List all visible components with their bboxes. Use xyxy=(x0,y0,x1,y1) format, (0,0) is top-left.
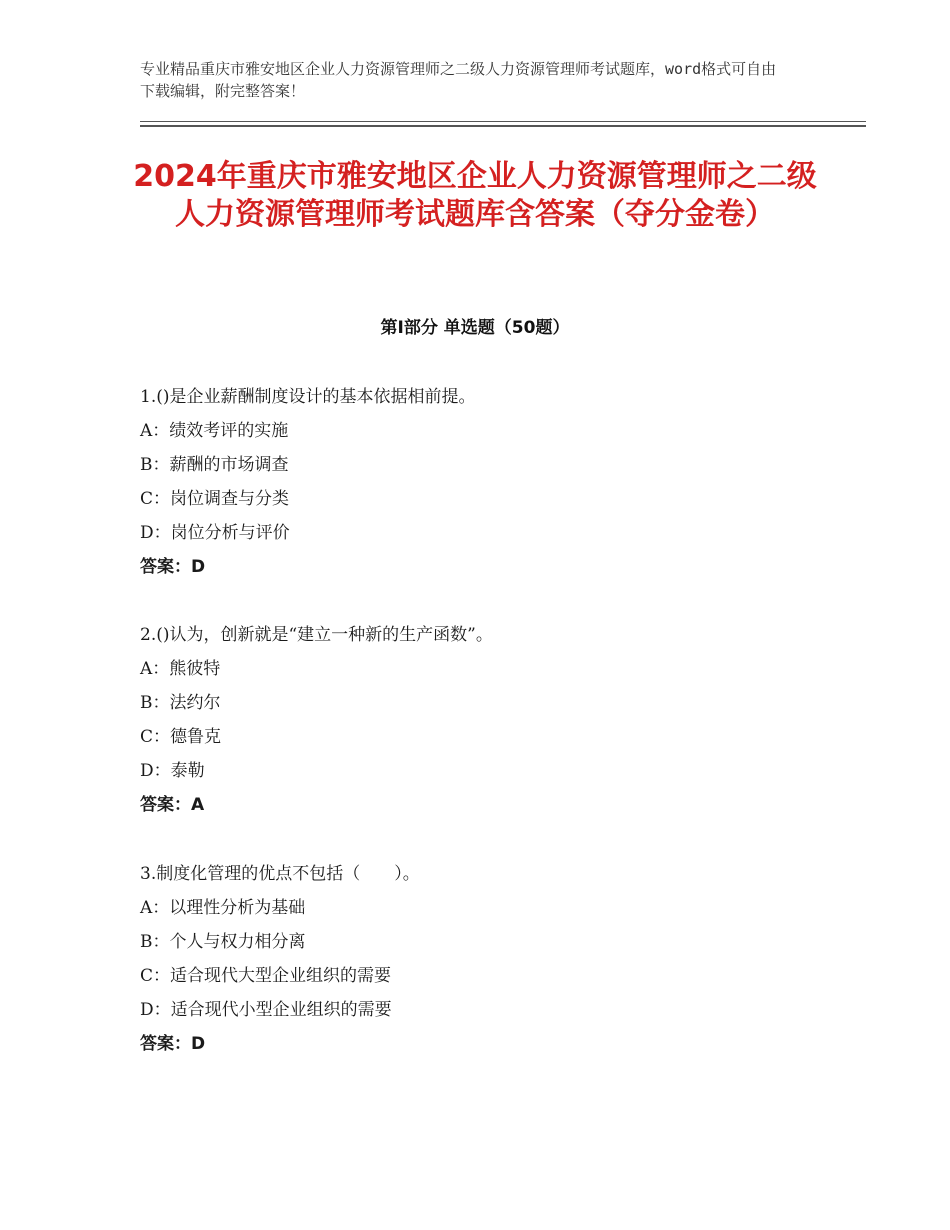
question-stem: 3.制度化管理的优点不包括（ ）。 xyxy=(140,864,420,884)
header-divider-thick xyxy=(140,125,866,127)
question-1 xyxy=(140,380,840,584)
question-stem: 2.()认为，创新就是“建立一种新的生产函数”。 xyxy=(140,625,493,645)
header-divider xyxy=(140,121,866,122)
question-3 xyxy=(140,857,840,1061)
section-heading: 第Ⅰ部分 单选题（50题） xyxy=(380,318,570,338)
option-a: A：熊彼特 xyxy=(140,659,221,679)
answer-line: 答案：D xyxy=(140,1034,206,1054)
option-b: B：法约尔 xyxy=(140,693,221,713)
option-c: C：岗位调查与分类 xyxy=(140,489,290,509)
option-d: D：泰勒 xyxy=(140,761,205,781)
option-a: A：以理性分析为基础 xyxy=(140,898,306,918)
option-a: A：绩效考评的实施 xyxy=(140,421,289,441)
option-c: C：适合现代大型企业组织的需要 xyxy=(140,966,392,986)
option-c: C：德鲁克 xyxy=(140,727,222,747)
answer-line: 答案：A xyxy=(140,795,205,815)
document-title: 2024年重庆市雅安地区企业人力资源管理师之二级人力资源管理师考试题库含答案（夺分金卷） xyxy=(133,159,817,232)
question-stem: 1.()是企业薪酬制度设计的基本依据相前提。 xyxy=(140,387,476,407)
option-b: B：个人与权力相分离 xyxy=(140,932,306,952)
option-d: D：岗位分析与评价 xyxy=(140,523,290,543)
question-2 xyxy=(140,618,840,822)
option-b: B：薪酬的市场调查 xyxy=(140,455,289,475)
answer-line: 答案：D xyxy=(140,557,206,577)
option-d: D：适合现代小型企业组织的需要 xyxy=(140,1000,392,1020)
header-note: 专业精品重庆市雅安地区企业人力资源管理师之二级人力资源管理师考试题库，word格式可自由下载编辑，附完整答案！ xyxy=(140,60,777,100)
